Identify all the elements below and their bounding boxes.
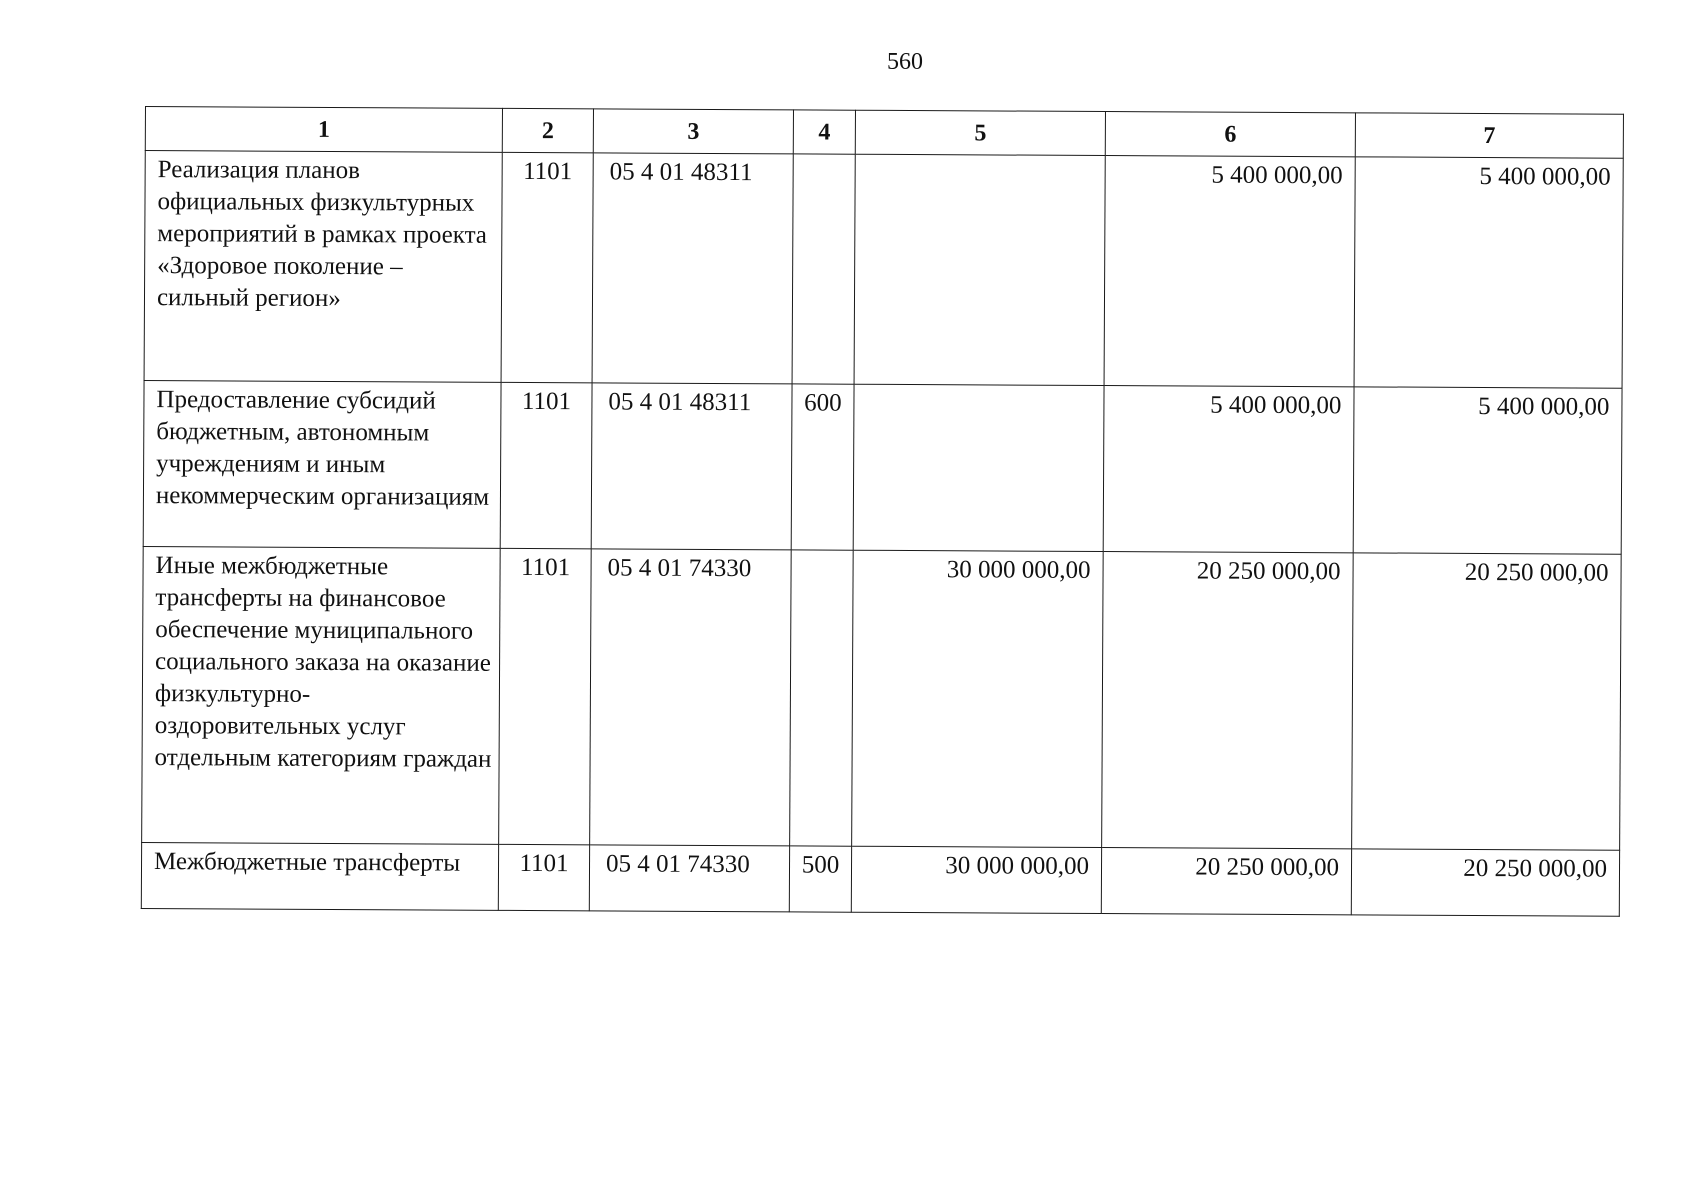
item-name: Иные межбюджетные трансферты на финансовое обеспечение муниципального социального заказа на оказание физкультурно-оздоровительных услуг отдельным категориям граждан [142, 546, 501, 844]
amount-col7: 20 250 000,00 [1352, 553, 1622, 850]
target-code: 05 4 01 48311 [591, 383, 792, 550]
budget-table [141, 106, 1624, 917]
expense-type: 500 [789, 846, 851, 912]
column-header: 4 [793, 110, 855, 154]
amount-col6: 20 250 000,00 [1101, 848, 1351, 915]
column-header: 6 [1105, 112, 1355, 157]
expense-type [792, 154, 855, 384]
section-code: 1101 [498, 844, 589, 910]
table-row [141, 842, 1619, 916]
amount-col5 [854, 154, 1105, 385]
column-header: 2 [502, 108, 593, 152]
target-code: 05 4 01 74330 [590, 549, 792, 846]
table-row [144, 151, 1623, 389]
amount-col6: 20 250 000,00 [1102, 552, 1354, 849]
amount-col6: 5 400 000,00 [1103, 386, 1354, 553]
amount-col7: 20 250 000,00 [1351, 849, 1619, 916]
column-header: 1 [145, 107, 502, 153]
amount-col6: 5 400 000,00 [1104, 156, 1355, 387]
section-code: 1101 [501, 152, 593, 382]
amount-col7: 5 400 000,00 [1354, 157, 1623, 388]
expense-type: 600 [791, 384, 854, 550]
amount-col5 [853, 384, 1104, 551]
amount-col7: 5 400 000,00 [1353, 387, 1622, 554]
item-name: Предоставление субсидий бюджетным, автономным учреждениям и иным некоммерческим организациям [143, 380, 501, 548]
table-header-row [145, 107, 1623, 159]
item-name: Межбюджетные трансферты [141, 842, 498, 910]
target-code: 05 4 01 48311 [592, 153, 793, 384]
section-code: 1101 [500, 382, 592, 548]
amount-col5: 30 000 000,00 [851, 846, 1101, 913]
table-row [142, 546, 1622, 850]
section-code: 1101 [499, 548, 592, 844]
column-header: 7 [1355, 113, 1623, 158]
amount-col5: 30 000 000,00 [852, 550, 1104, 847]
page-number: 560 [887, 49, 923, 75]
expense-type [790, 550, 854, 846]
target-code: 05 4 01 74330 [589, 845, 789, 912]
item-name: Реализация планов официальных физкультурных мероприятий в рамках проекта «Здоровое поколение – сильный регион» [144, 151, 502, 383]
column-header: 3 [593, 109, 793, 154]
table-row [143, 380, 1622, 554]
column-header: 5 [855, 110, 1105, 155]
